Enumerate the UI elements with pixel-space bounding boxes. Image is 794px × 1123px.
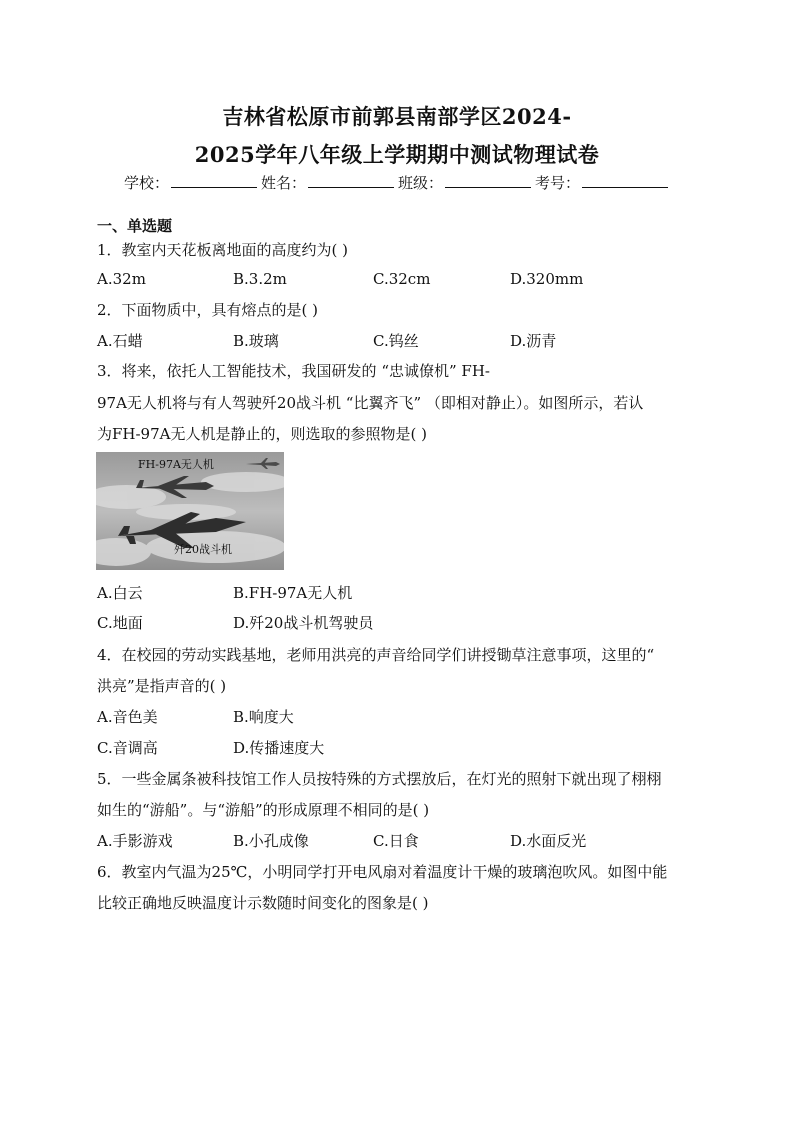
question-4-stem-line-2: 洪亮”是指声音的( ) (97, 677, 227, 695)
option-b: B.响度大 (233, 708, 294, 726)
option-c: C.32cm (373, 270, 431, 288)
question-2-stem: 2．下面物质中，具有熔点的是( ) (97, 301, 319, 319)
option-d: D.歼20战斗机驾驶员 (233, 614, 374, 632)
school-label: 学校： (124, 174, 170, 192)
question-6-stem-line-1: 6．教室内气温为25℃，小明同学打开电风扇对着温度计干燥的玻璃泡吹风。如图中能 (97, 863, 668, 881)
exam-title-line-1: 吉林省松原市前郭县南部学区2024- (222, 104, 572, 129)
option-c: C.钨丝 (373, 332, 419, 350)
question-5-stem-line-2: 如生的“游船”。与“游船”的形成原理不相同的是( ) (97, 801, 430, 819)
option-b: B.3.2m (233, 270, 287, 288)
option-a: A.手影游戏 (97, 832, 173, 850)
option-a: A.白云 (97, 584, 143, 602)
option-c: C.地面 (97, 614, 143, 632)
option-d: D.沥青 (510, 332, 557, 350)
aircraft-figure (96, 452, 284, 570)
section-title: 一、单选题 (97, 217, 173, 235)
option-a: A.石蜡 (97, 332, 143, 350)
name-label: 姓名： (261, 174, 307, 192)
class-blank[interactable] (445, 173, 531, 188)
drone-label: FH-97A无人机 (138, 458, 214, 471)
question-4-stem-line-1: 4．在校园的劳动实践基地，老师用洪亮的声音给同学们讲授锄草注意事项，这里的“ (97, 646, 655, 664)
question-6-stem-line-2: 比较正确地反映温度计示数随时间变化的图象是( ) (97, 894, 429, 912)
student-info-row (124, 172, 672, 193)
school-blank[interactable] (171, 173, 257, 188)
option-c: C.音调高 (97, 739, 158, 757)
fighter-label: 歼20战斗机 (174, 543, 232, 556)
question-3-stem-line-3: 为FH-97A无人机是静止的，则选取的参照物是( ) (97, 425, 427, 443)
question-3-stem-line-2: 97A无人机将与有人驾驶歼20战斗机 “比翼齐飞” （即相对静止）。如图所示，若认 (97, 394, 644, 412)
option-b: B.小孔成像 (233, 832, 309, 850)
option-c: C.日食 (373, 832, 419, 850)
exam-number-blank[interactable] (582, 173, 668, 188)
name-blank[interactable] (308, 173, 394, 188)
option-b: B.FH-97A无人机 (233, 584, 353, 602)
option-d: D.320mm (510, 270, 584, 288)
option-a: A.音色美 (97, 708, 158, 726)
class-label: 班级： (398, 174, 444, 192)
option-b: B.玻璃 (233, 332, 279, 350)
exam-title-line-2: 2025学年八年级上学期期中测试物理试卷 (194, 142, 600, 167)
exam-number-label: 考号： (535, 174, 581, 192)
option-d: D.传播速度大 (233, 739, 325, 757)
option-d: D.水面反光 (510, 832, 587, 850)
question-1-stem: 1．教室内天花板离地面的高度约为( ) (97, 241, 349, 259)
question-5-stem-line-1: 5．一些金属条被科技馆工作人员按特殊的方式摆放后，在灯光的照射下就出现了栩栩 (97, 770, 662, 788)
question-3-stem-line-1: 3．将来，依托人工智能技术，我国研发的 “忠诚僚机” FH- (97, 362, 490, 380)
option-a: A.32m (97, 270, 146, 288)
